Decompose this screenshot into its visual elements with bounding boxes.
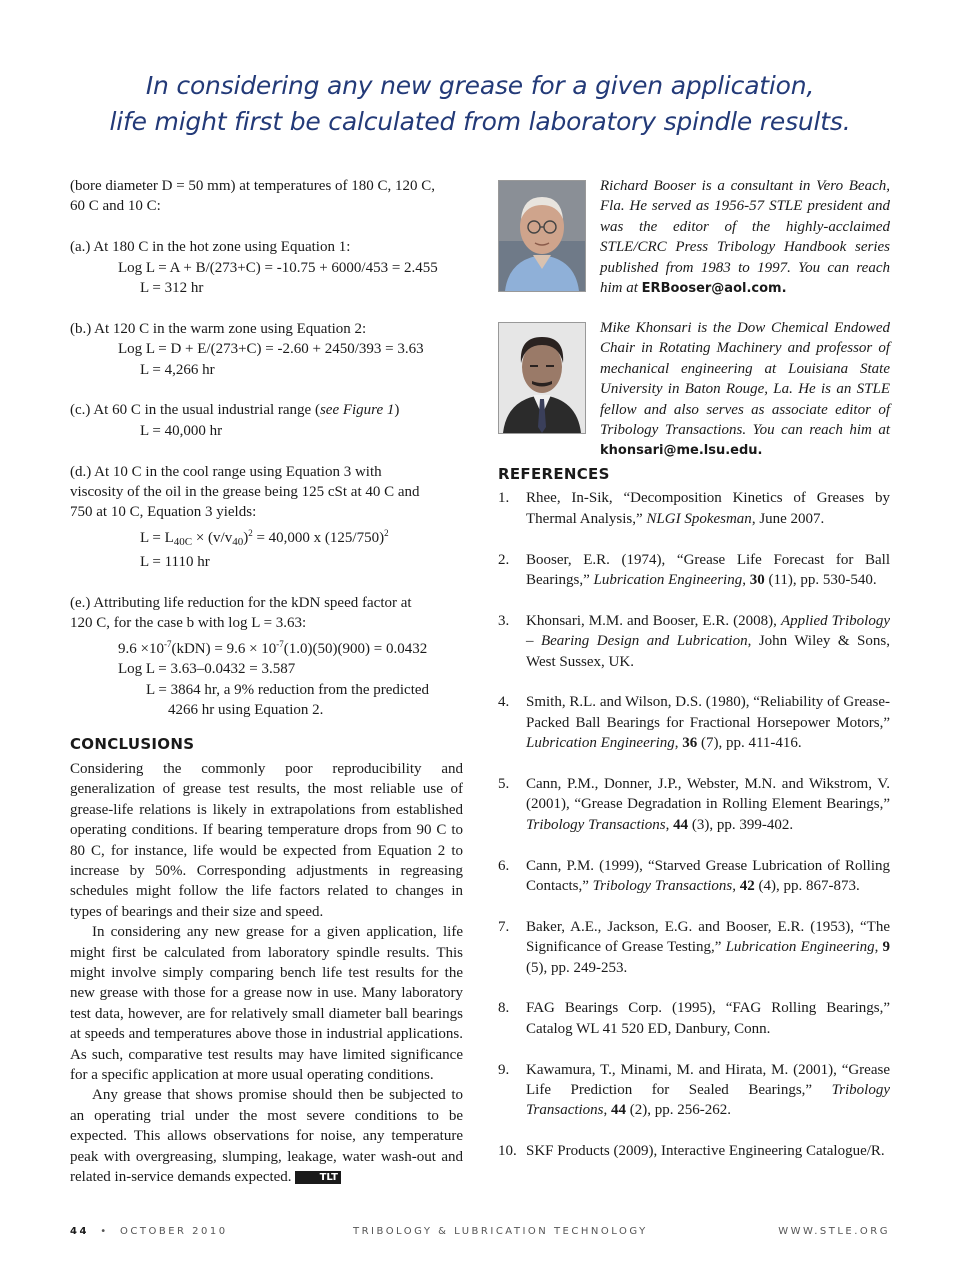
author-email-khonsari[interactable]: khonsari@me.lsu.edu.: [600, 443, 763, 459]
calc-e-line-2: 120 C, for the case b with log L = 3.63:: [70, 615, 307, 632]
issue-date: OCTOBER 2010: [120, 1226, 228, 1237]
references-list: [498, 488, 890, 1161]
author-email-booser[interactable]: ERBooser@aol.com.: [641, 281, 787, 297]
conclusions-paragraph-2: In considering any new grease for a given application, life might first be calculated from laboratory spindle results. This might involve simply comparing bench life test results for the new grease with those for a grease now in use. Many laboratory test data, however, are for relatively small diameter ball bearings at speeds and temperatures above those in industrial applications. As such, comparative test results may have limited significance for a specific application at more usual operating conditions.: [70, 924, 463, 1083]
reference-item: [498, 1141, 890, 1161]
calc-b-equation: Log L = D + E/(273+C) = -2.60 + 2450/393 = 3.63: [118, 341, 424, 358]
footer-bullet: •: [100, 1226, 109, 1237]
reference-number: 9.: [498, 1061, 510, 1078]
pull-quote: [40, 68, 920, 140]
calc-e-log: Log L = 3.63–0.0432 = 3.587: [118, 661, 296, 678]
reference-text: Kawamura, T., Minami, M. and Hirata, M. (2001), “Grease Life Prediction for Sealed Bearings,” Tribology Transactions, 44 (2), pp. 256-262.: [526, 1061, 890, 1119]
conclusions-paragraph-1: Considering the commonly poor reproducibility and generalization of grease test results, the most reliable use of grease-life relations is likely in extrapolations from established operating conditions. If bearing temperature drops from 90 C to 80 C, for instance, life would be expected from Equation 2 to increase by 50%. Corresponding adjustments in regreasing schedules might follow the life factors related to changes in types of bearings and their size and speed.: [70, 760, 463, 920]
calc-a-result: L = 312 hr: [140, 280, 204, 297]
reference-text: Cann, P.M., Donner, J.P., Webster, M.N. and Wikstrom, V. (2001), “Grease Degradation in Rolling Element Bearings,” Tribology Transactions, 44 (3), pp. 399-402.: [526, 776, 890, 833]
calc-d-equation: $L = L_{40C} \times (v/v_{40})^2 = 40,000$ x $(125/750)^2$: [140, 527, 389, 548]
author-photo-khonsari: [498, 322, 586, 434]
reference-item: [498, 774, 890, 835]
author-photo-booser: [498, 180, 586, 292]
footer-page-info: [70, 1226, 228, 1237]
reference-item: [498, 998, 890, 1039]
page-number: 44: [70, 1226, 89, 1237]
reference-item: [498, 488, 890, 529]
author-bio-booser-text: Richard Booser is a consultant in Vero Beach, Fla. He served as 1956-57 STLE president and was the editor of the highly-acclaimed STLE/CRC Press Tribology Handbook series published from 1983 to 1997. You can reach him at ERBooser@aol.com.: [600, 178, 890, 297]
page-footer: [70, 1226, 890, 1242]
calc-e-result-2: 4266 hr using Equation 2.: [168, 702, 324, 719]
calc-d-line-2: viscosity of the oil in the grease being 125 cSt at 40 C and: [70, 484, 420, 501]
calc-d-result: L = 1110 hr: [140, 554, 210, 571]
pull-quote-line-2: life might first be calculated from laboratory spindle results.: [109, 107, 851, 136]
reference-item: [498, 856, 890, 897]
reference-text: Khonsari, M.M. and Booser, E.R. (2008), Applied Tribology – Bearing Design and Lubrication, John Wiley & Sons, West Sussex, UK.: [526, 612, 891, 670]
calc-e-equation: $9.6 \times 10^{-7}(kDN) = 9.6 \times 10^{-7}(1.0)(50)(900) = 0.0432$: [118, 638, 428, 657]
reference-number: 1.: [498, 490, 510, 507]
calc-d-line-3: 750 at 10 C, Equation 3 yields:: [70, 504, 257, 521]
author-bio-khonsari: [498, 318, 890, 459]
author-bio-booser: [498, 176, 890, 306]
reference-text: Booser, E.R. (1974), “Grease Life Forecast for Ball Bearings,” Lubrication Engineering, 30 (11), pp. 530-540.: [526, 551, 890, 589]
calc-d-heading: (d.) At 10 C in the cool range using Equation 3 with: [70, 463, 382, 480]
reference-text: Cann, P.M. (1999), “Starved Grease Lubrication of Rolling Contacts,” Tribology Transactions, 42 (4), pp. 867-873.: [526, 857, 890, 895]
author-bio-khonsari-text: Mike Khonsari is the Dow Chemical Endowed Chair in Rotating Machinery and professor of mechanical engineering at Louisiana State University in Baton Rouge, La. He is an STLE fellow and also serves as associate editor of Tribology Transactions. You can reach him at khonsari@me.lsu.edu.: [600, 320, 890, 459]
reference-number: 7.: [498, 918, 510, 935]
reference-text: Rhee, In-Sik, “Decomposition Kinetics of Greases by Thermal Analysis,” NLGI Spokesman, June 2007.: [526, 490, 890, 527]
reference-number: 6.: [498, 857, 510, 874]
reference-text: Baker, A.E., Jackson, E.G. and Booser, E.R. (1953), “The Significance of Grease Testing,” Lubrication Engineering, 9 (5), pp. 249-253.: [526, 918, 890, 976]
left-column: [70, 176, 463, 1187]
calc-intro-2: 60 C and 10 C:: [70, 198, 161, 215]
reference-number: 10.: [498, 1143, 517, 1160]
calc-e-result: L = 3864 hr, a 9% reduction from the predicted: [146, 681, 430, 698]
journal-name: TRIBOLOGY & LUBRICATION TECHNOLOGY: [353, 1226, 648, 1237]
conclusions-heading: CONCLUSIONS: [70, 735, 195, 754]
reference-text: Smith, R.L. and Wilson, D.S. (1980), “Reliability of Grease-Packed Ball Bearings for Fractional Horsepower Motors,” Lubrication Engineering, 36 (7), pp. 411-416.: [526, 694, 890, 752]
reference-text: SKF Products (2009), Interactive Engineering Catalogue/R.: [526, 1143, 885, 1160]
right-column: [498, 176, 890, 1182]
pull-quote-line-1: In considering any new grease for a given application,: [145, 71, 815, 100]
tlt-end-mark: TLT: [295, 1171, 341, 1184]
reference-number: 2.: [498, 551, 510, 568]
calc-b-heading: (b.) At 120 C in the warm zone using Equation 2:: [70, 320, 367, 337]
reference-item: [498, 692, 890, 753]
reference-number: 3.: [498, 612, 510, 629]
reference-item: [498, 1060, 890, 1121]
calc-b-result: L = 4,266 hr: [140, 361, 215, 378]
calc-a-heading: (a.) At 180 C in the hot zone using Equation 1:: [70, 239, 351, 256]
calc-intro-1: (bore diameter D = 50 mm) at temperatures of 180 C, 120 C,: [70, 178, 436, 194]
reference-item: [498, 550, 890, 591]
calc-c-heading: (c.) At 60 C in the usual industrial range (see Figure 1): [70, 402, 400, 419]
calc-a-equation: Log L = A + B/(273+C) = -10.75 + 6000/453 = 2.455: [118, 259, 438, 276]
reference-number: 5.: [498, 776, 510, 793]
reference-item: [498, 917, 890, 978]
website-url: WWW.STLE.ORG: [778, 1226, 890, 1237]
calc-c-result: L = 40,000 hr: [140, 422, 223, 439]
reference-number: 4.: [498, 694, 510, 711]
conclusions-paragraph-3: Any grease that shows promise should then be subjected to an operating trial under the most severe conditions to be expected. This allows observations for noise, any temperature peak with overgreasing, slumping, leakage, water wash-out and related in-service demands expected. TLT: [70, 1087, 463, 1186]
reference-item: [498, 611, 890, 672]
calc-e-heading: (e.) Attributing life reduction for the kDN speed factor at: [70, 595, 412, 612]
references-heading: REFERENCES: [498, 465, 610, 483]
reference-number: 8.: [498, 1000, 510, 1017]
reference-text: FAG Bearings Corp. (1995), “FAG Rolling Bearings,” Catalog WL 41 520 ED, Danbury, Conn.: [526, 1000, 890, 1037]
